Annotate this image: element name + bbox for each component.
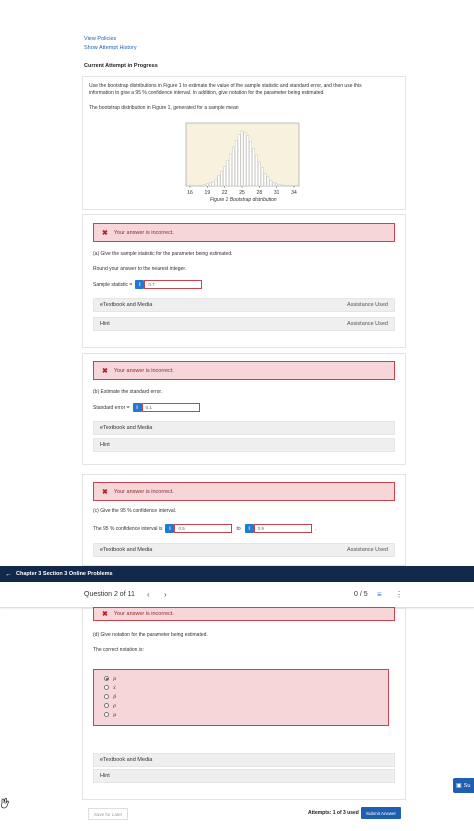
- radio-button[interactable]: [104, 694, 109, 699]
- current-attempt-heading: Current Attempt in Progress: [84, 63, 158, 69]
- chat-icon: ▣: [456, 783, 462, 789]
- histogram-bar: [250, 141, 252, 186]
- histogram-bar: [264, 173, 266, 186]
- etextbook-label: eTextbook and Media: [100, 425, 153, 431]
- next-question-button[interactable]: ›: [164, 590, 167, 599]
- support-tab-label: Su: [463, 782, 471, 789]
- info-icon[interactable]: i: [135, 280, 144, 289]
- part-c-etextbook-bar[interactable]: [93, 543, 395, 557]
- histogram-bar: [281, 185, 283, 186]
- assistance-used-label: Assistance Used: [347, 547, 388, 553]
- notation-options-box: [93, 669, 389, 726]
- radio-button[interactable]: [104, 676, 109, 681]
- histogram-bar: [276, 184, 278, 186]
- option-label: μ: [113, 711, 117, 718]
- info-icon[interactable]: i: [133, 403, 142, 412]
- histogram-bar: [209, 183, 211, 186]
- histogram-bar: [212, 181, 214, 186]
- option-x-bar[interactable]: [104, 683, 388, 692]
- histogram-bar: [235, 140, 237, 186]
- histogram-bar: [232, 147, 234, 186]
- hand-cursor-icon: [0, 797, 10, 809]
- part-b-error-banner: [93, 361, 395, 380]
- option-p-hat[interactable]: [104, 692, 388, 701]
- sample-statistic-label: Sample statistic =: [93, 281, 133, 288]
- part-d-etextbook-bar[interactable]: [93, 753, 395, 767]
- option-label: x̄: [113, 684, 116, 691]
- histogram-bar: [258, 162, 260, 186]
- assistance-used-label: Assistance Used: [347, 321, 388, 327]
- histogram-bar: [229, 154, 231, 186]
- support-chat-tab[interactable]: [453, 778, 474, 793]
- part-b-input-row: [93, 403, 200, 412]
- part-c-error-banner: [93, 482, 395, 501]
- histogram-bar: [247, 136, 249, 186]
- x-axis-ticks: [187, 186, 297, 196]
- x-tick-label: 31: [273, 190, 280, 196]
- chapter-nav-bar: [0, 566, 474, 582]
- figure-intro-text: The bootstrap distribution in Figure 1, generated for a sample mean: [89, 105, 239, 111]
- submit-answer-button[interactable]: Submit Answer: [361, 807, 401, 819]
- x-tick-label: 16: [187, 190, 193, 196]
- histogram-bar: [215, 179, 217, 186]
- part-d-hint-bar[interactable]: [93, 769, 395, 783]
- part-b-prompt: (b) Estimate the standard error.: [93, 389, 163, 395]
- error-text: Your answer is incorrect.: [113, 229, 174, 236]
- standard-error-label: Standard error =: [93, 404, 130, 411]
- attempts-counter: Attempts: 1 of 3 used: [308, 810, 359, 816]
- notation-label: The correct notation is:: [93, 647, 144, 653]
- error-x-icon: ✖: [102, 488, 108, 496]
- etextbook-label: eTextbook and Media: [100, 547, 153, 553]
- show-attempt-history-link[interactable]: Show Attempt History: [84, 45, 137, 51]
- option-label: ρ: [113, 702, 116, 709]
- confidence-interval-label: The 95 % confidence interval is: [93, 525, 163, 532]
- part-c-input-row: [93, 524, 316, 533]
- radio-button[interactable]: [104, 703, 109, 708]
- ci-upper-input[interactable]: 0.9: [254, 524, 312, 533]
- bootstrap-histogram: [180, 122, 304, 198]
- radio-button[interactable]: [104, 685, 109, 690]
- option-mu[interactable]: [104, 710, 388, 719]
- view-policies-link[interactable]: View Policies: [84, 36, 117, 42]
- histogram-bar: [270, 180, 272, 186]
- info-icon[interactable]: i: [165, 524, 174, 533]
- option-label: p: [113, 675, 117, 682]
- histogram-bar: [273, 183, 275, 186]
- histogram-bar: [206, 184, 208, 186]
- x-tick-label: 22: [221, 190, 228, 196]
- part-a-prompt: (a) Give the sample statistic for the parameter being estimated.: [93, 251, 233, 257]
- error-x-icon: ✖: [102, 229, 108, 237]
- error-text: Your answer is incorrect.: [113, 611, 174, 617]
- assistance-used-label: Assistance Used: [347, 302, 388, 308]
- part-a-etextbook-bar[interactable]: [93, 298, 395, 312]
- x-tick-label: 19: [204, 190, 211, 196]
- question-list-icon[interactable]: ≡: [377, 590, 382, 599]
- hint-label: Hint: [100, 773, 110, 779]
- question-counter: Question 2 of 11: [84, 591, 135, 598]
- x-tick-label: 34: [291, 190, 297, 196]
- histogram-bar: [255, 155, 257, 186]
- part-a-instruction: Round your answer to the nearest integer.: [93, 266, 187, 272]
- part-b-etextbook-bar[interactable]: [93, 421, 395, 435]
- error-text: Your answer is incorrect.: [113, 367, 174, 374]
- chapter-title: Chapter 3 Section 3 Online Problems: [16, 571, 113, 577]
- save-for-later-button[interactable]: Save for Later: [88, 808, 128, 820]
- histogram-bar: [224, 167, 226, 186]
- option-p[interactable]: [104, 674, 388, 683]
- part-c-prompt: (c) Give the 95 % confidence interval.: [93, 508, 177, 514]
- question-text-line1: Use the bootstrap distributions in Figure 1 to estimate the value of the sample statistic and standard error, and then use this: [89, 83, 362, 89]
- option-rho[interactable]: [104, 701, 388, 710]
- error-x-icon: ✖: [102, 367, 108, 375]
- question-nav-bar: [0, 582, 474, 608]
- etextbook-label: eTextbook and Media: [100, 757, 153, 763]
- histogram-bar: [238, 134, 240, 186]
- etextbook-label: eTextbook and Media: [100, 302, 153, 308]
- histogram-bar: [218, 176, 220, 186]
- standard-error-input[interactable]: 0.1: [142, 403, 200, 412]
- hint-label: Hint: [100, 321, 110, 327]
- option-label: p̂: [113, 693, 117, 700]
- ci-lower-input[interactable]: 0.5: [174, 524, 232, 533]
- histogram-bar: [226, 161, 228, 186]
- x-tick-label: 25: [239, 190, 245, 196]
- part-a-error-banner: [93, 223, 395, 242]
- hint-label: Hint: [100, 442, 110, 448]
- part-a-hint-bar[interactable]: [93, 317, 395, 331]
- histogram-bar: [267, 177, 269, 186]
- more-options-icon[interactable]: ⋮: [395, 590, 403, 599]
- histogram-bar: [261, 168, 263, 186]
- part-d-error-banner: [93, 607, 395, 621]
- info-icon[interactable]: i: [245, 524, 254, 533]
- histogram-bar: [241, 131, 243, 186]
- histogram-bar: [278, 185, 280, 186]
- previous-question-button[interactable]: ‹: [147, 590, 150, 599]
- score-display: 0 / 5: [354, 591, 368, 598]
- histogram-bar: [221, 171, 223, 186]
- histogram-bar: [244, 132, 246, 186]
- figure-caption: Figure 1 Bootstrap distribution: [210, 197, 277, 203]
- radio-button[interactable]: [104, 712, 109, 717]
- sample-statistic-input[interactable]: 0.7: [144, 280, 202, 289]
- x-tick-label: 28: [256, 190, 263, 196]
- part-a-input-row: [93, 280, 202, 289]
- error-x-icon: ✖: [102, 611, 108, 618]
- period: .: [314, 525, 317, 532]
- to-label: to: [236, 525, 241, 532]
- histogram-bar: [252, 148, 254, 186]
- error-text: Your answer is incorrect.: [113, 488, 174, 495]
- histogram-bar: [203, 185, 205, 186]
- part-d-prompt: (d) Give notation for the parameter being estimated.: [93, 632, 208, 638]
- part-b-hint-bar[interactable]: [93, 438, 395, 452]
- question-text-line2: information to give a 95 % confidence interval. In addition, give notation for the parameter being estimated.: [89, 90, 325, 96]
- back-arrow-icon[interactable]: ←: [5, 570, 12, 578]
